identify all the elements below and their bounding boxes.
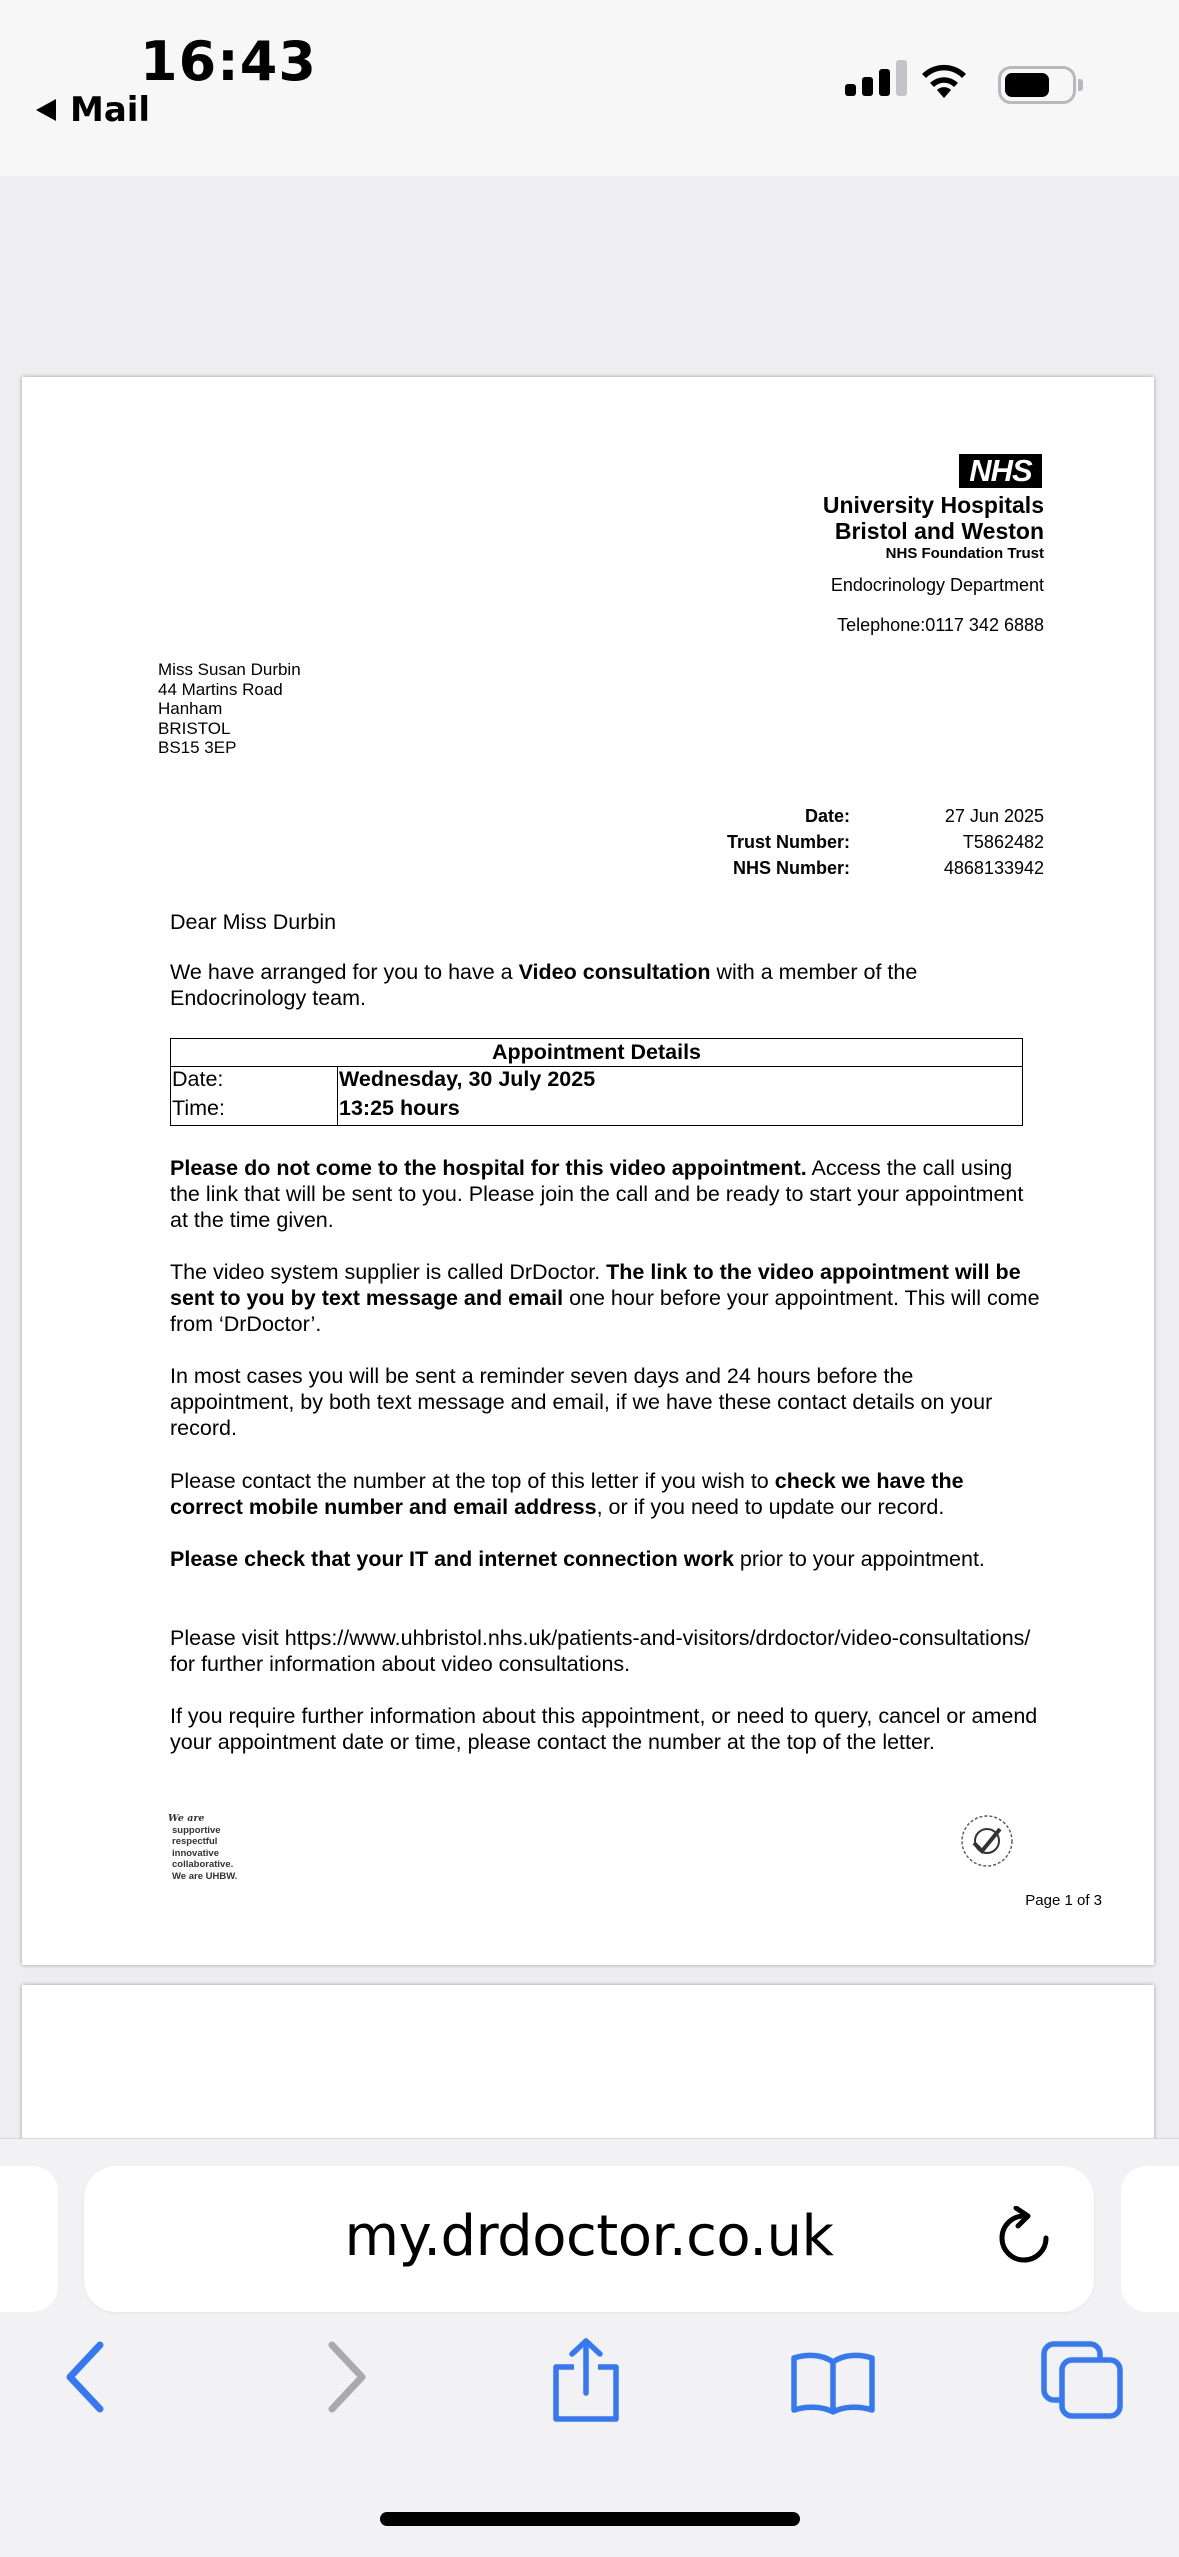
back-triangle-icon [36,99,56,121]
previous-tab-preview[interactable] [0,2166,58,2312]
appointment-time-value: 13:25 hours [339,1096,460,1120]
letter-page [22,377,1154,1965]
paragraph-contact: Please contact the number at the top of this letter if you wish to check we have the correct mobile number and email address, or if you need to update our record. [170,1469,964,1519]
appointment-time-label: Time: [171,1096,338,1125]
paragraph-further-info: If you require further information about this appointment, or need to query, cancel or amend your appointment date or time, please contact the number at the top of the letter. [170,1704,1038,1754]
share-icon[interactable] [550,2337,622,2423]
table-row [171,1096,1022,1125]
table-row [171,1067,1022,1096]
forward-icon[interactable] [318,2337,374,2417]
appointment-details-table [170,1038,1023,1126]
back-to-mail-button[interactable] [36,90,150,130]
address-bar[interactable] [84,2166,1094,2312]
uhbw-values-logo: We are supportive respectful innovative collaborative. We are UHBW. [168,1813,238,1882]
bookmarks-icon[interactable] [790,2350,876,2416]
status-bar [0,0,1179,176]
disability-confident-logo [954,1813,1020,1869]
page-number: Page 1 of 3 [1025,1892,1102,1909]
battery-icon [998,66,1076,104]
date-value: 27 Jun 2025 [944,806,1044,826]
department: Endocrinology Department [830,575,1044,595]
address-line: BS15 3EP [158,738,237,757]
address-line: Miss Susan Durbin [158,660,301,679]
telephone: Telephone:0117 342 6888 [837,615,1044,635]
reload-icon[interactable] [992,2206,1056,2270]
appointment-date-value: Wednesday, 30 July 2025 [339,1067,596,1091]
org-name-line3: NHS Foundation Trust [885,545,1044,562]
address-line: 44 Martins Road [158,679,283,699]
trust-number-value: T5862482 [962,832,1044,852]
tabs-icon[interactable] [1040,2340,1126,2420]
address-line: Hanham [158,699,223,718]
home-indicator [380,2512,800,2526]
back-icon[interactable] [58,2337,114,2417]
back-label: Mail [70,90,151,130]
org-name-line2: Bristol and Weston [834,518,1044,544]
trust-number-label: Trust Number: [726,832,850,852]
wifi-icon [920,60,968,100]
address-line: BRISTOL [158,718,231,738]
recipient-address [158,660,301,758]
letter-page-2 [22,1985,1154,2145]
paragraph-no-hospital: Please do not come to the hospital for this video appointment. Access the call using the link that will be sent to you. Please join the call and be ready to start your appointment at the time given. [170,1156,1024,1232]
clock: 16:43 [140,30,317,93]
paragraph-reminder: In most cases you will be sent a reminder seven days and 24 hours before the appointment, by both text message and email, if we have these contact details on your record. [170,1364,993,1440]
cellular-signal-icon [845,60,907,96]
appointment-date-label: Date: [171,1067,338,1096]
org-name-line1: University Hospitals [822,492,1044,518]
next-tab-preview[interactable] [1121,2166,1179,2312]
paragraph-it-check: Please check that your IT and internet connection work prior to your appointment. [170,1547,985,1571]
paragraph-supplier: The video system supplier is called DrDoctor. The link to the video appointment will be sent to you by text message and email one hour before your appointment. This will come from ‘DrDoctor’. [170,1260,1040,1336]
salutation: Dear Miss Durbin [170,910,337,934]
url-text[interactable]: my.drdoctor.co.uk [344,2204,834,2269]
date-label: Date: [804,806,850,826]
nhs-number-value: 4868133942 [943,858,1044,878]
appointment-header: Appointment Details [171,1039,1022,1067]
paragraph-visit-link: Please visit https://www.uhbristol.nhs.uk/patients-and-visitors/drdoctor/video-consultations/ for further information about video consultations. [170,1626,1031,1676]
nhs-number-label: NHS Number: [732,858,850,878]
nhs-logo: NHS [959,454,1042,488]
intro-paragraph: We have arranged for you to have a Video consultation with a member of the Endocrinology team. [170,960,918,1010]
